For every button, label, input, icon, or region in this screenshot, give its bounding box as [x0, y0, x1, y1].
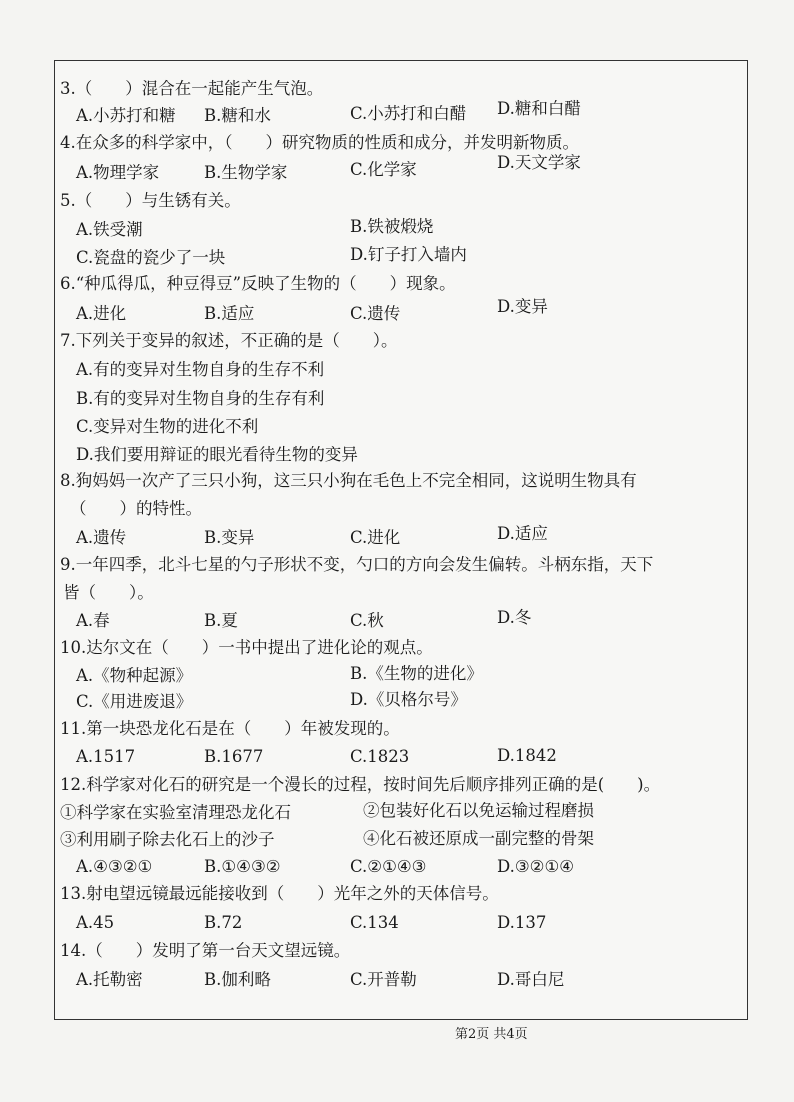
q9-option-a: A.春 — [76, 611, 110, 630]
q3-option-d: D.糖和白醋 — [497, 99, 581, 118]
q11-option-b: B.1677 — [204, 747, 264, 766]
q10-option-c: C.《用进废退》 — [76, 692, 193, 711]
q8-option-d: D.适应 — [497, 524, 548, 543]
q13-option-d: D.137 — [497, 913, 547, 932]
q5-option-c: C.瓷盘的瓷少了一块 — [76, 248, 226, 267]
q14-option-a: A.托勒密 — [76, 970, 143, 989]
q6-option-d: D.变异 — [497, 297, 548, 316]
q14-option-d: D.哥白尼 — [497, 970, 565, 989]
q4-option-b: B.生物学家 — [204, 163, 288, 182]
question-3-stem: 3.（ ）混合在一起能产生气泡。 — [60, 79, 324, 98]
q8-option-b: B.变异 — [204, 528, 255, 547]
question-4-stem: 4.在众多的科学家中，（ ）研究物质的性质和成分，并发明新物质。 — [60, 133, 579, 152]
q14-option-c: C.开普勒 — [350, 970, 417, 989]
q7-option-d: D.我们要用辩证的眼光看待生物的变异 — [76, 445, 358, 464]
question-7-stem: 7.下列关于变异的叙述，不正确的是（ ）。 — [60, 331, 398, 350]
q12-option-b: B.①④③② — [204, 857, 281, 876]
q13-option-b: B.72 — [204, 913, 243, 932]
page-number-footer: 第2页 共4页 — [455, 1027, 528, 1042]
q8-option-c: C.进化 — [350, 528, 401, 547]
q9-option-c: C.秋 — [350, 611, 384, 630]
q3-option-c: C.小苏打和白醋 — [350, 104, 467, 123]
question-9-stem: 9.一年四季，北斗七星的勺子形状不变，勺口的方向会发生偏转。斗柄东指，天下 — [60, 555, 654, 574]
q12-step-3: ③利用刷子除去化石上的沙子 — [60, 830, 275, 849]
q12-option-c: C.②①④③ — [350, 857, 427, 876]
q12-step-1: ①科学家在实验室清理恐龙化石 — [60, 803, 291, 822]
q14-option-b: B.伽利略 — [204, 970, 271, 989]
q12-option-d: D.③②①④ — [497, 857, 575, 876]
q10-option-b: B.《生物的进化》 — [350, 664, 483, 683]
question-10-stem: 10.达尔文在（ ）一书中提出了进化论的观点。 — [60, 638, 433, 657]
question-8-stem-cont: （ ）的特性。 — [70, 499, 202, 518]
q4-option-d: D.天文学家 — [497, 153, 581, 172]
q6-option-a: A.进化 — [76, 304, 127, 323]
q5-option-a: A.铁受潮 — [76, 220, 143, 239]
q7-option-b: B.有的变异对生物自身的生存有利 — [76, 389, 325, 408]
q3-option-b: B.糖和水 — [204, 106, 271, 125]
question-6-stem: 6.“种瓜得瓜，种豆得豆”反映了生物的（ ）现象。 — [60, 274, 456, 293]
q5-option-b: B.铁被煅烧 — [350, 217, 434, 236]
q12-option-a: A.④③②① — [76, 857, 153, 876]
q11-option-d: D.1842 — [497, 746, 557, 765]
q7-option-a: A.有的变异对生物自身的生存不利 — [76, 360, 325, 379]
q12-step-4: ④化石被还原成一副完整的骨架 — [363, 829, 594, 848]
q3-option-a: A.小苏打和糖 — [76, 106, 176, 125]
q6-option-b: B.适应 — [204, 304, 255, 323]
q11-option-c: C.1823 — [350, 747, 410, 766]
q7-option-c: C.变异对生物的进化不利 — [76, 417, 259, 436]
q4-option-a: A.物理学家 — [76, 163, 160, 182]
q10-option-d: D.《贝格尔号》 — [350, 690, 467, 709]
q12-step-2: ②包装好化石以免运输过程磨损 — [363, 801, 594, 820]
question-12-stem: 12.科学家对化石的研究是一个漫长的过程，按时间先后顺序排列正确的是( )。 — [60, 775, 661, 794]
q8-option-a: A.遗传 — [76, 528, 127, 547]
q6-option-c: C.遗传 — [350, 304, 401, 323]
question-9-stem-cont: 皆（ ）。 — [63, 583, 154, 602]
q10-option-a: A.《物种起源》 — [76, 666, 193, 685]
q4-option-c: C.化学家 — [350, 160, 417, 179]
question-11-stem: 11.第一块恐龙化石是在（ ）年被发现的。 — [60, 719, 400, 738]
question-14-stem: 14.（ ）发明了第一台天文望远镜。 — [60, 941, 351, 960]
question-5-stem: 5.（ ）与生锈有关。 — [60, 191, 241, 210]
q13-option-a: A.45 — [76, 913, 115, 932]
question-13-stem: 13.射电望远镜最远能接收到（ ）光年之外的天体信号。 — [60, 884, 499, 903]
q5-option-d: D.钉子打入墙内 — [350, 245, 467, 264]
question-8-stem: 8.狗妈妈一次产了三只小狗，这三只小狗在毛色上不完全相同，这说明生物具有 — [60, 471, 637, 490]
q9-option-b: B.夏 — [204, 611, 238, 630]
q11-option-a: A.1517 — [76, 747, 136, 766]
q13-option-c: C.134 — [350, 913, 399, 932]
q9-option-d: D.冬 — [497, 608, 532, 627]
